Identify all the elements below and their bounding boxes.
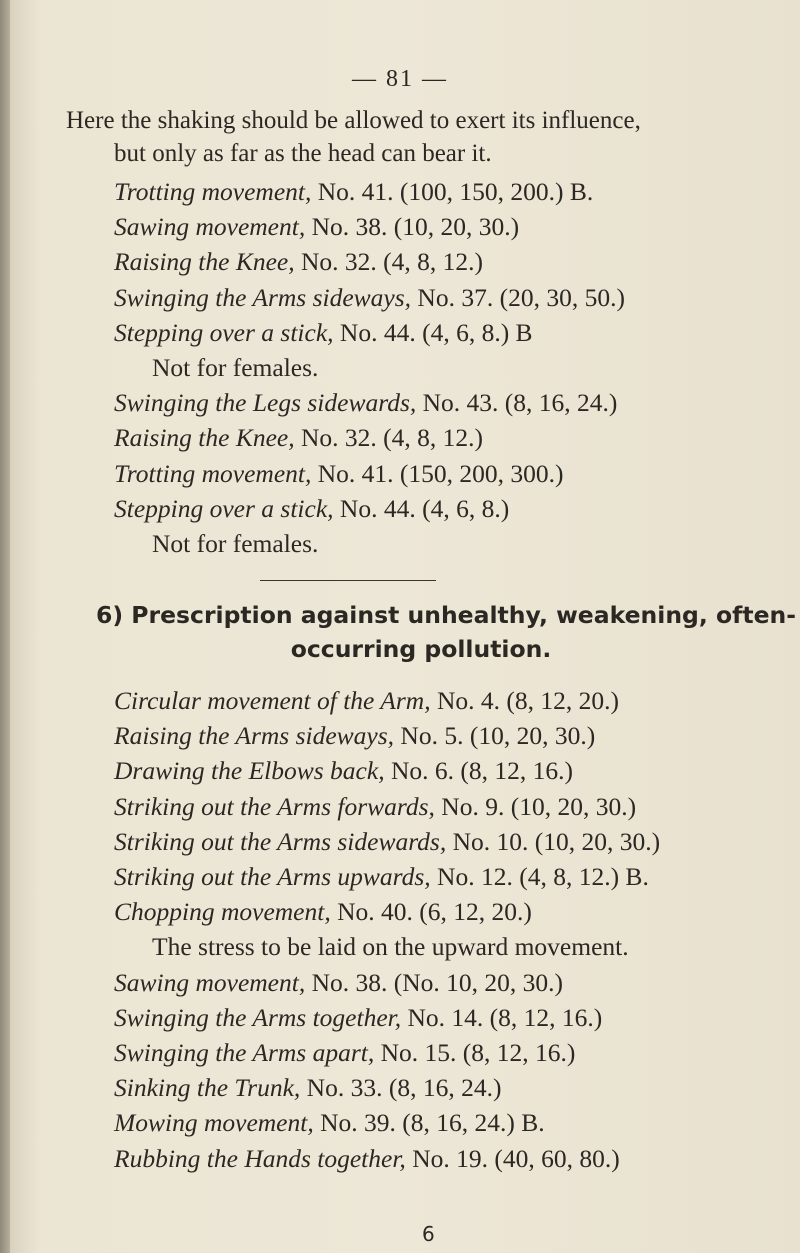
- exercise-details: No. 12. (4, 8, 12.) B.: [430, 862, 649, 892]
- exercise-entry: [114, 859, 794, 894]
- exercise-details: No. 9. (10, 20, 30.): [434, 791, 637, 821]
- note-line: The stress to be laid on the upward movement.: [152, 932, 629, 962]
- exercise-details: No. 32. (4, 8, 12.): [294, 423, 483, 453]
- exercise-entry: [114, 315, 794, 350]
- exercise-list-1: [114, 174, 794, 561]
- exercise-name: Sinking the Trunk,: [114, 1073, 301, 1103]
- exercise-details: No. 37. (20, 30, 50.): [411, 282, 625, 312]
- exercise-details: No. 6. (8, 12, 16.): [384, 756, 573, 786]
- section-heading-line-2: occurring pollution.: [290, 635, 552, 663]
- exercise-name: Raising the Knee,: [114, 423, 295, 453]
- exercise-name: Striking out the Arms sidewards,: [114, 826, 447, 856]
- exercise-entry: [114, 789, 794, 824]
- exercise-details: No. 38. (10, 20, 30.): [305, 212, 520, 242]
- exercise-name: Chopping movement,: [114, 897, 331, 927]
- exercise-name: Stepping over a stick,: [114, 493, 334, 523]
- page-binding-edge: [0, 0, 10, 1253]
- section-heading-line-1: 6) Prescription against unhealthy, weakening, often-: [96, 601, 796, 629]
- intro-paragraph: [66, 104, 786, 170]
- exercise-name: Raising the Knee,: [114, 247, 295, 277]
- exercise-entry: [114, 753, 794, 788]
- exercise-entry: [114, 894, 794, 929]
- exercise-name: Swinging the Arms apart,: [114, 1038, 375, 1068]
- exercise-entry: [114, 1000, 794, 1035]
- exercise-details: No. 41. (150, 200, 300.): [311, 458, 564, 488]
- exercise-details: No. 14. (8, 12, 16.): [401, 1002, 603, 1032]
- exercise-name: Trotting movement,: [114, 458, 312, 488]
- note-line: Not for females.: [152, 353, 319, 383]
- exercise-name: Swinging the Arms together,: [114, 1002, 402, 1032]
- exercise-entry: [114, 718, 794, 753]
- exercise-name: Raising the Arms sideways,: [114, 721, 395, 751]
- exercise-details: No. 5. (10, 20, 30.): [394, 721, 596, 751]
- exercise-details: No. 19. (40, 60, 80.): [405, 1143, 620, 1173]
- exercise-entry: [114, 1035, 794, 1070]
- exercise-entry: [114, 456, 794, 491]
- exercise-entry: [114, 209, 794, 244]
- exercise-name: Mowing movement,: [114, 1108, 314, 1138]
- exercise-name: Striking out the Arms upwards,: [114, 862, 431, 892]
- exercise-entry: [114, 174, 794, 209]
- note-line: Not for females.: [152, 529, 319, 559]
- exercise-entry: [114, 385, 794, 420]
- exercise-entry: [114, 491, 794, 526]
- exercise-name: Striking out the Arms forwards,: [114, 791, 435, 821]
- exercise-details: No. 10. (10, 20, 30.): [446, 826, 661, 856]
- exercise-details: No. 44. (4, 6, 8.) B: [333, 317, 533, 347]
- exercise-details: No. 38. (No. 10, 20, 30.): [305, 967, 564, 997]
- exercise-entry: [114, 420, 794, 455]
- section-divider: [260, 580, 436, 581]
- exercise-name: Sawing movement,: [114, 212, 306, 242]
- section-heading: [96, 598, 796, 666]
- exercise-details: No. 44. (4, 6, 8.): [333, 493, 510, 523]
- exercise-entry: [114, 683, 794, 718]
- exercise-name: Stepping over a stick,: [114, 317, 334, 347]
- exercise-entry: [114, 965, 794, 1000]
- exercise-details: No. 32. (4, 8, 12.): [294, 247, 483, 277]
- exercise-entry: [114, 280, 794, 315]
- exercise-entry: [114, 244, 794, 279]
- intro-line-1: Here the shaking should be allowed to exert its influence,: [66, 107, 641, 134]
- exercise-list-2: [114, 683, 794, 1176]
- exercise-details: No. 33. (8, 16, 24.): [300, 1073, 502, 1103]
- exercise-name: Rubbing the Hands together,: [114, 1143, 406, 1173]
- exercise-details: No. 39. (8, 16, 24.) B.: [313, 1108, 545, 1138]
- exercise-details: No. 15. (8, 12, 16.): [374, 1038, 576, 1068]
- exercise-details: No. 40. (6, 12, 20.): [330, 897, 532, 927]
- exercise-name: Trotting movement,: [114, 177, 312, 206]
- intro-line-2: but only as far as the head can bear it.: [114, 140, 492, 167]
- page-number-header: — 81 —: [352, 66, 448, 92]
- exercise-entry: [114, 1141, 794, 1176]
- exercise-details: No. 43. (8, 16, 24.): [416, 388, 618, 418]
- exercise-name: Circular movement of the Arm,: [114, 686, 431, 715]
- exercise-details: No. 41. (100, 150, 200.) B.: [311, 177, 594, 206]
- exercise-entry: [114, 1105, 794, 1140]
- signature-mark: 6: [422, 1222, 435, 1246]
- exercise-name: Swinging the Arms sideways,: [114, 282, 412, 312]
- exercise-details: No. 4. (8, 12, 20.): [430, 686, 619, 715]
- exercise-name: Sawing movement,: [114, 967, 306, 997]
- exercise-name: Drawing the Elbows back,: [114, 756, 385, 786]
- exercise-name: Swinging the Legs sidewards,: [114, 388, 417, 418]
- exercise-entry: [114, 824, 794, 859]
- exercise-entry: [114, 1070, 794, 1105]
